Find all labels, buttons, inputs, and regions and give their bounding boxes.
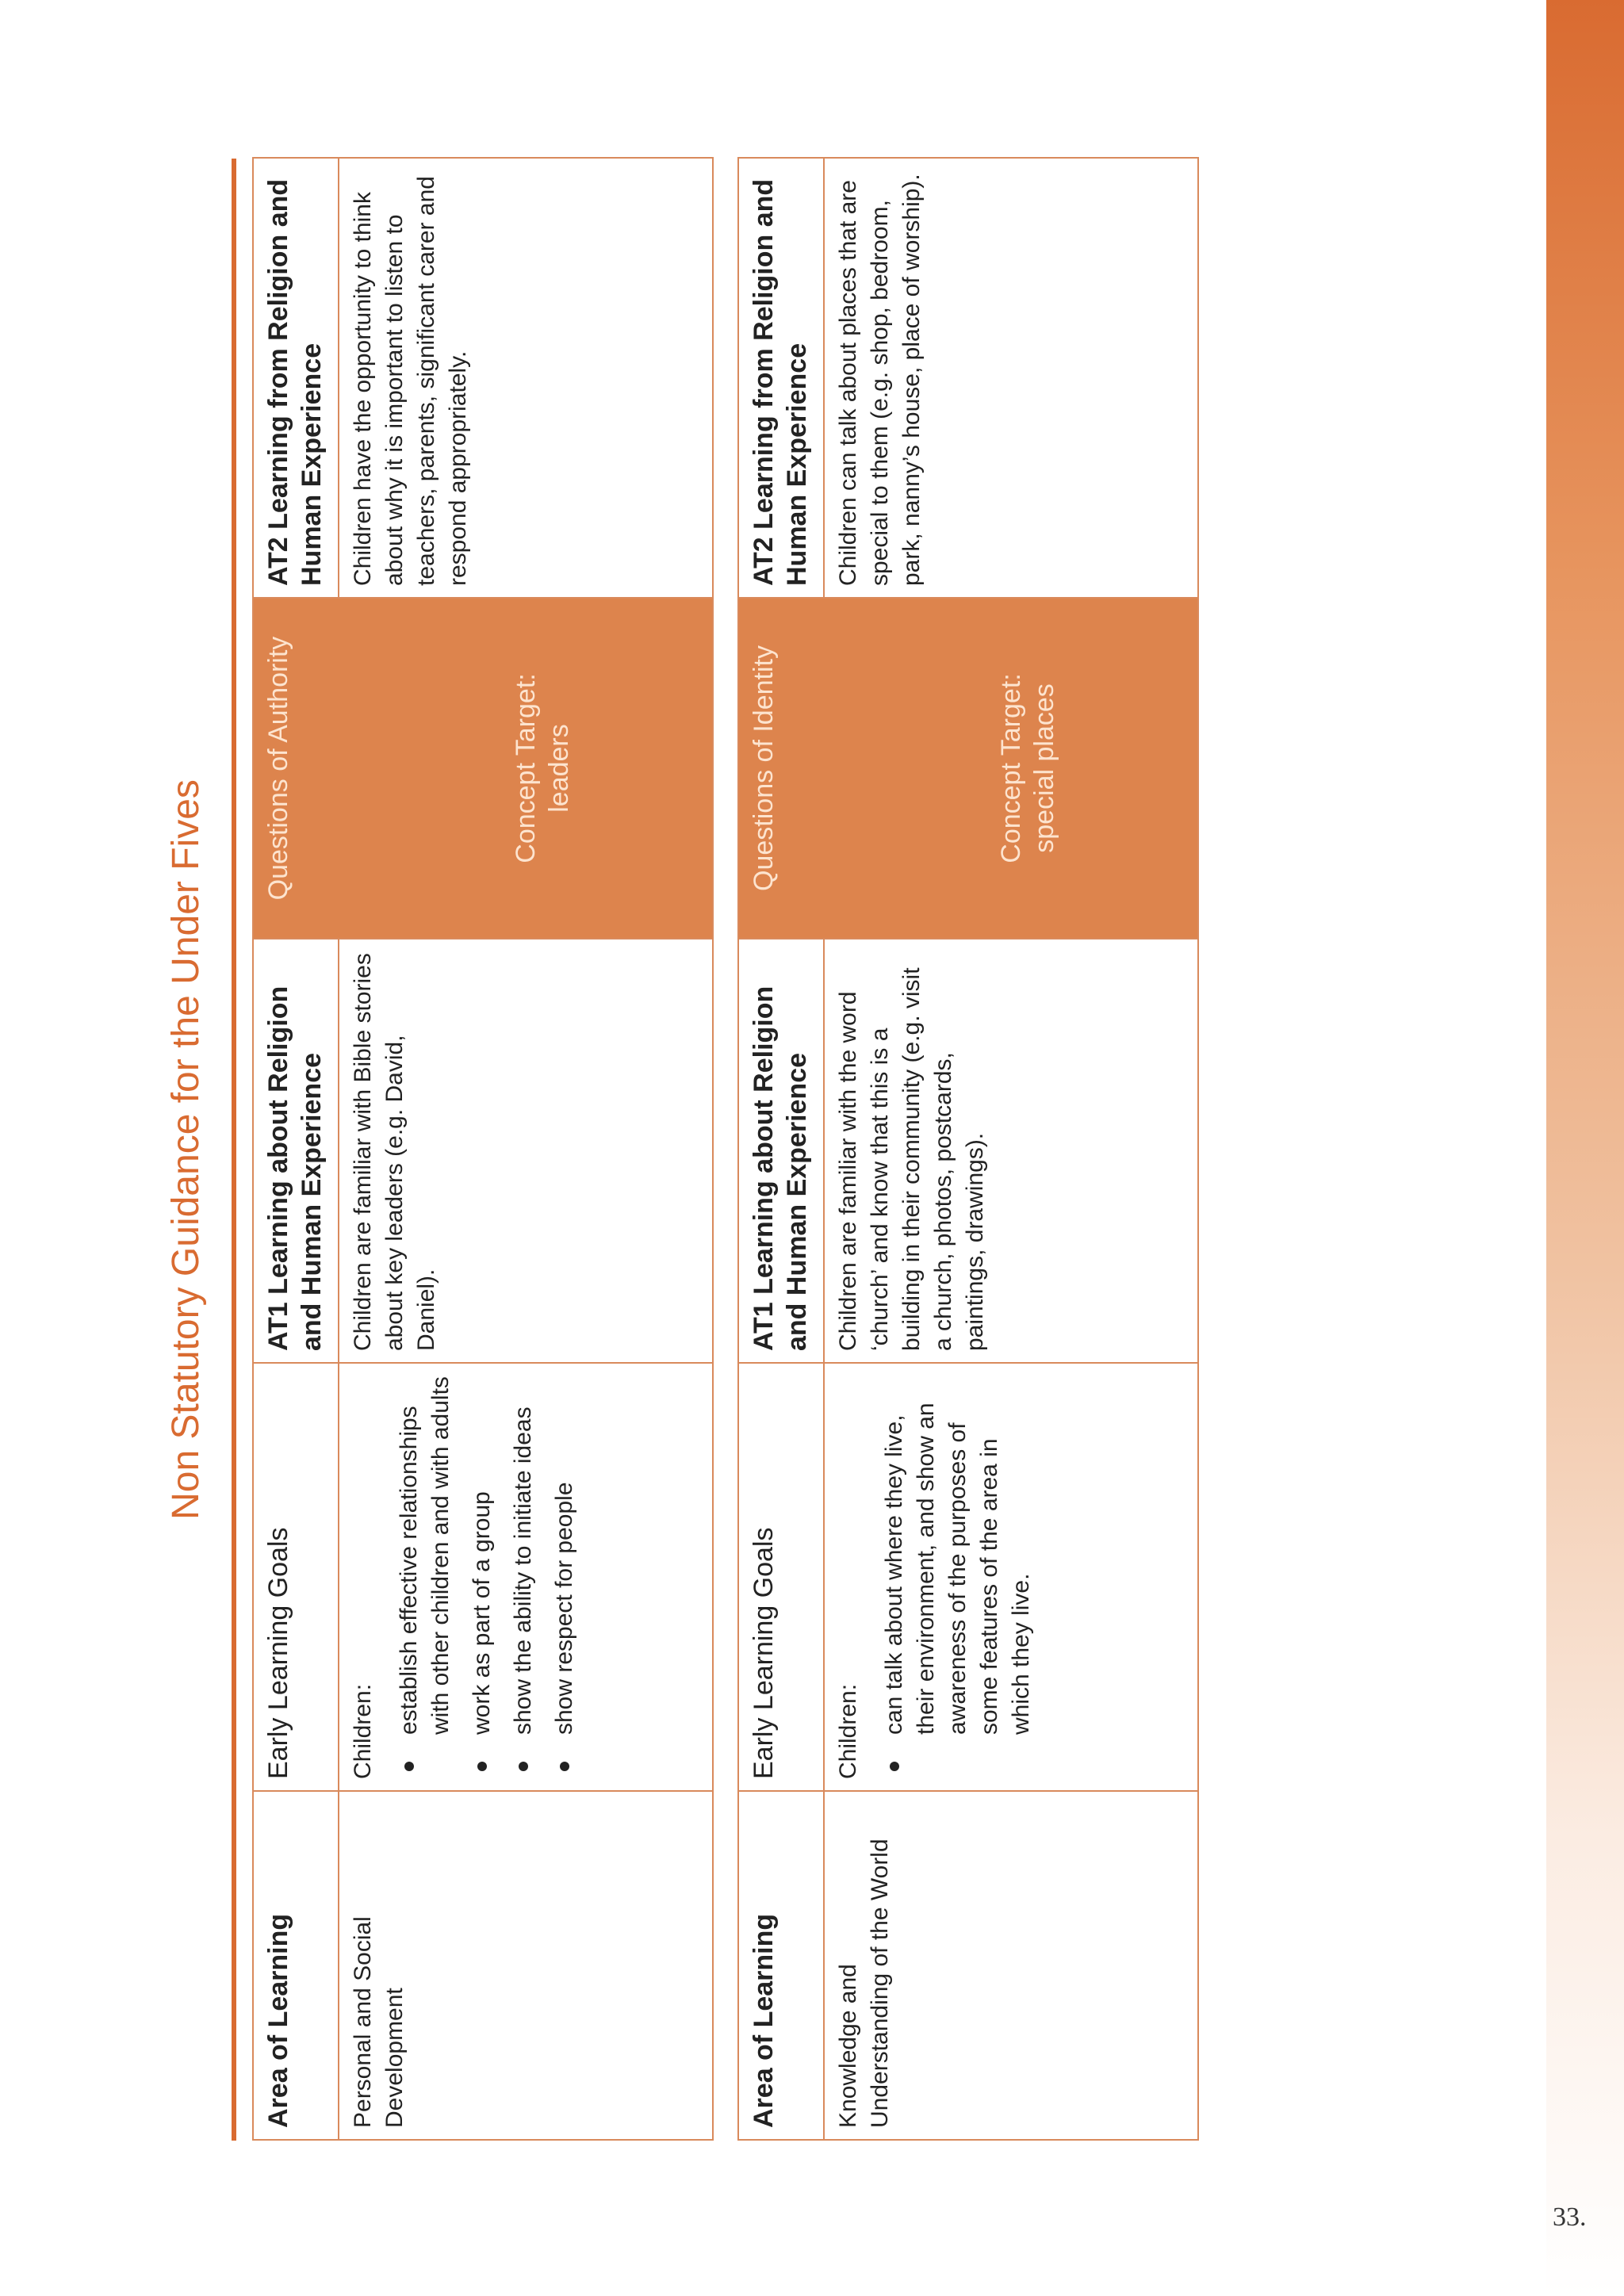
at1-cell: Children are familiar with Bible stories about key leaders (e.g. David, Daniel). <box>339 939 713 1363</box>
list-item: can talk about where they live, their environment, and show an awareness of the purposes of some features of the area in which they live. <box>879 1375 1037 1779</box>
at1-cell: Children are familiar with the word ‘church’ and know that this is a building in their community (e.g. visit a church, photos, postcards, paintings, drawings). <box>824 939 1198 1363</box>
header-at2: AT2 Learning from Religion and Human Experience <box>738 158 824 598</box>
orange-side-band <box>1546 0 1624 2296</box>
header-at1: AT1 Learning about Religion and Human Experience <box>738 939 824 1363</box>
concept-target-label: Concept Target: <box>511 673 541 863</box>
landscape-page <box>159 159 1150 2141</box>
concept-cell <box>253 598 713 939</box>
list-item: work as part of a group <box>466 1375 498 1779</box>
area-cell: Personal and Social Development <box>339 1791 713 2140</box>
table-row <box>824 158 1198 2140</box>
goals-cell <box>339 1363 713 1791</box>
title-rule <box>232 159 236 2141</box>
list-item: establish effective relationships with other children and with adults <box>393 1375 457 1779</box>
goals-list <box>393 1375 580 1779</box>
goals-intro: Children: <box>835 1683 861 1779</box>
goals-intro: Children: <box>350 1683 376 1779</box>
guidance-table-identity <box>737 157 1199 2141</box>
goals-cell <box>824 1363 1198 1791</box>
area-cell: Knowledge and Understanding of the World <box>824 1791 1198 2140</box>
list-item: show respect for people <box>549 1375 580 1779</box>
concept-target: leaders <box>544 724 574 813</box>
header-at1: AT1 Learning about Religion and Human Experience <box>253 939 339 1363</box>
table-header-row <box>738 158 824 2140</box>
header-area-of-learning: Area of Learning <box>253 1791 339 2140</box>
title-row <box>159 159 232 2141</box>
concept-target-label: Concept Target: <box>996 673 1026 863</box>
page-title: Non Statutory Guidance for the Under Fives <box>165 779 207 1520</box>
at2-cell: Children can talk about places that are special to them (e.g. shop, bedroom, park, nanny’s house, place of worship). <box>824 158 1198 598</box>
header-early-learning-goals: Early Learning Goals <box>738 1363 824 1791</box>
question-heading: Questions of Identity <box>749 645 779 891</box>
header-early-learning-goals: Early Learning Goals <box>253 1363 339 1791</box>
header-at2: AT2 Learning from Religion and Human Experience <box>253 158 339 598</box>
page-number: 33. <box>1553 2202 1587 2232</box>
goals-list <box>879 1375 1037 1779</box>
concept-cell <box>738 598 1198 939</box>
header-area-of-learning: Area of Learning <box>738 1791 824 2140</box>
list-item: show the ability to initiate ideas <box>508 1375 539 1779</box>
guidance-table-authority <box>252 157 714 2141</box>
table-row <box>339 158 713 2140</box>
at2-cell: Children have the opportunity to think about why it is important to listen to teachers, parents, significant carer and respond appropriately. <box>339 158 713 598</box>
question-heading: Questions of Authority <box>263 636 293 901</box>
concept-target: special places <box>1029 683 1059 853</box>
table-header-row <box>253 158 339 2140</box>
